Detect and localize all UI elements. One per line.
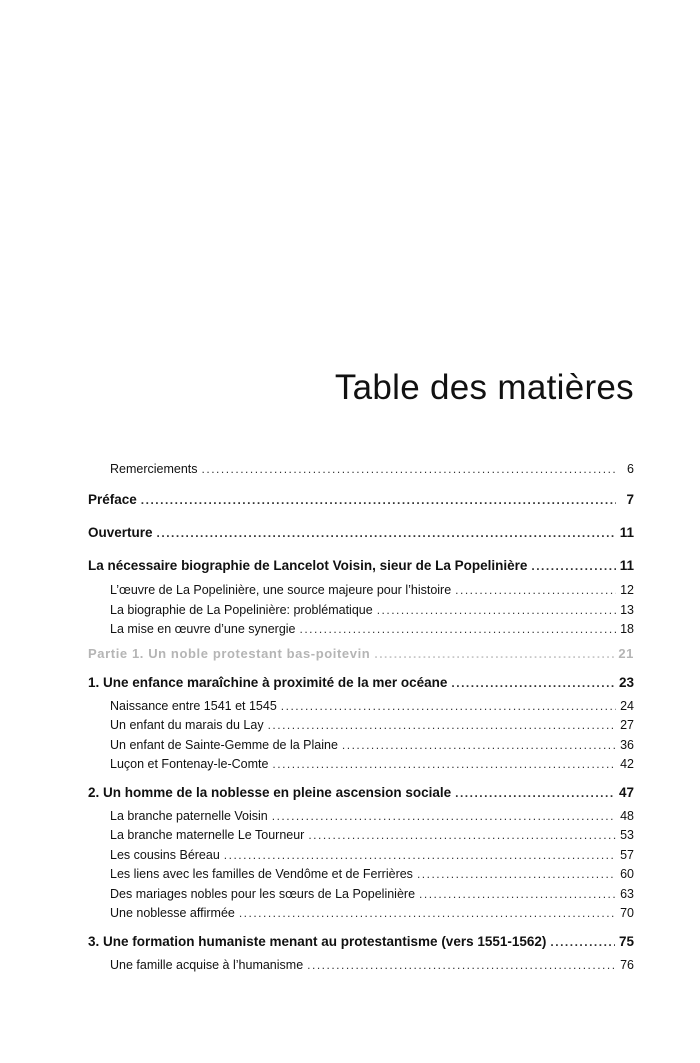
toc-entry[interactable] [88, 867, 634, 881]
toc-entry-label: Luçon et Fontenay-le-Comte [110, 757, 269, 771]
toc-entry-label: La branche paternelle Voisin [110, 809, 268, 823]
toc-section-page: 11 [619, 525, 634, 540]
toc-entry[interactable] [88, 828, 634, 842]
toc-section-label: 1. Une enfance maraîchine à proximité de la mer océane [88, 675, 448, 690]
toc-section-label: Préface [88, 492, 137, 507]
toc-entry[interactable] [88, 887, 634, 901]
leader-dots [455, 786, 615, 800]
toc-entry-label: Naissance entre 1541 et 1545 [110, 699, 277, 713]
leader-dots [157, 526, 616, 540]
toc-entry-page: 63 [620, 887, 634, 901]
leader-dots [550, 935, 615, 949]
toc-section-label: La nécessaire biographie de Lancelot Voisin, sieur de La Popelinière [88, 558, 528, 573]
leader-dots [300, 622, 616, 636]
toc-entry[interactable] [88, 603, 634, 617]
toc-section[interactable] [88, 525, 634, 540]
leader-dots [455, 583, 616, 597]
leader-dots [419, 887, 616, 901]
toc-part[interactable] [88, 646, 634, 661]
leader-dots [202, 462, 616, 476]
toc-entry-label: Les liens avec les familles de Vendôme et de Ferrières [110, 867, 413, 881]
leader-dots [272, 809, 616, 823]
toc-entry-page: 12 [620, 583, 634, 597]
toc-entry-label: La branche maternelle Le Tourneur [110, 828, 305, 842]
toc-part-page: 21 [618, 646, 634, 661]
toc-entry-label: La mise en œuvre d’une synergie [110, 622, 296, 636]
toc-section-label: Ouverture [88, 525, 153, 540]
leader-dots [374, 647, 614, 661]
leader-dots [531, 559, 615, 573]
toc-entry[interactable] [88, 462, 634, 476]
toc-section-page: 47 [618, 785, 634, 800]
leader-dots [239, 906, 616, 920]
toc-entry-page: 27 [620, 718, 634, 732]
toc-entry[interactable] [88, 848, 634, 862]
toc-entry-label: Un enfant de Sainte-Gemme de la Plaine [110, 738, 338, 752]
page-title: Table des matières [334, 368, 634, 407]
toc-entry-label: La biographie de La Popelinière: problématique [110, 603, 373, 617]
toc-section-page: 23 [618, 675, 634, 690]
toc-entry-label: L’œuvre de La Popelinière, une source majeure pour l’histoire [110, 583, 452, 597]
toc-entry[interactable] [88, 622, 634, 636]
leader-dots [307, 958, 616, 972]
toc-section[interactable] [88, 558, 634, 573]
toc-entry-label: Une noblesse affirmée [110, 906, 235, 920]
toc-entry[interactable] [88, 583, 634, 597]
leader-dots [377, 603, 616, 617]
toc-entry-page: 24 [620, 699, 634, 713]
toc-entry-page: 18 [620, 622, 634, 636]
toc-entry[interactable] [88, 738, 634, 752]
toc-entry-page: 42 [620, 757, 634, 771]
toc-entry-label: Les cousins Béreau [110, 848, 220, 862]
toc-entry-page: 48 [620, 809, 634, 823]
toc-entry[interactable] [88, 958, 634, 972]
toc-section-label: 2. Un homme de la noblesse en pleine ascension sociale [88, 785, 452, 800]
toc-section[interactable] [88, 785, 634, 800]
toc-entry-page: 36 [620, 738, 634, 752]
toc-section-page: 75 [618, 934, 634, 949]
toc-part-label: Partie 1. Un noble protestant bas-poitevin [88, 646, 371, 661]
leader-dots [308, 828, 616, 842]
toc-section-page: 7 [626, 492, 634, 507]
leader-dots [417, 867, 616, 881]
toc-entry-label: Remerciements [110, 462, 198, 476]
toc-entry-label: Une famille acquise à l’humanisme [110, 958, 304, 972]
toc-entry-page: 53 [620, 828, 634, 842]
toc-entry-page: 6 [627, 462, 634, 476]
leader-dots [224, 848, 616, 862]
toc-section[interactable] [88, 675, 634, 690]
toc-entry[interactable] [88, 718, 634, 732]
toc-section-page: 11 [619, 558, 634, 573]
toc-entry-page: 60 [620, 867, 634, 881]
toc-entry-page: 57 [620, 848, 634, 862]
toc-entry-label: Un enfant du marais du Lay [110, 718, 264, 732]
toc-entry-page: 70 [620, 906, 634, 920]
toc-entry[interactable] [88, 699, 634, 713]
leader-dots [342, 738, 616, 752]
leader-dots [141, 493, 616, 507]
leader-dots [272, 757, 616, 771]
toc-entry[interactable] [88, 906, 634, 920]
toc-entry[interactable] [88, 809, 634, 823]
toc-entry-label: Des mariages nobles pour les sœurs de La Popelinière [110, 887, 416, 901]
leader-dots [268, 718, 616, 732]
toc-section-label: 3. Une formation humaniste menant au protestantisme (vers 1551-1562) [88, 934, 547, 949]
toc-entry-page: 13 [620, 603, 634, 617]
toc-section[interactable] [88, 492, 634, 507]
toc-entry[interactable] [88, 757, 634, 771]
toc-entry-page: 76 [620, 958, 634, 972]
leader-dots [281, 699, 616, 713]
toc-section[interactable] [88, 934, 634, 949]
leader-dots [451, 676, 615, 690]
